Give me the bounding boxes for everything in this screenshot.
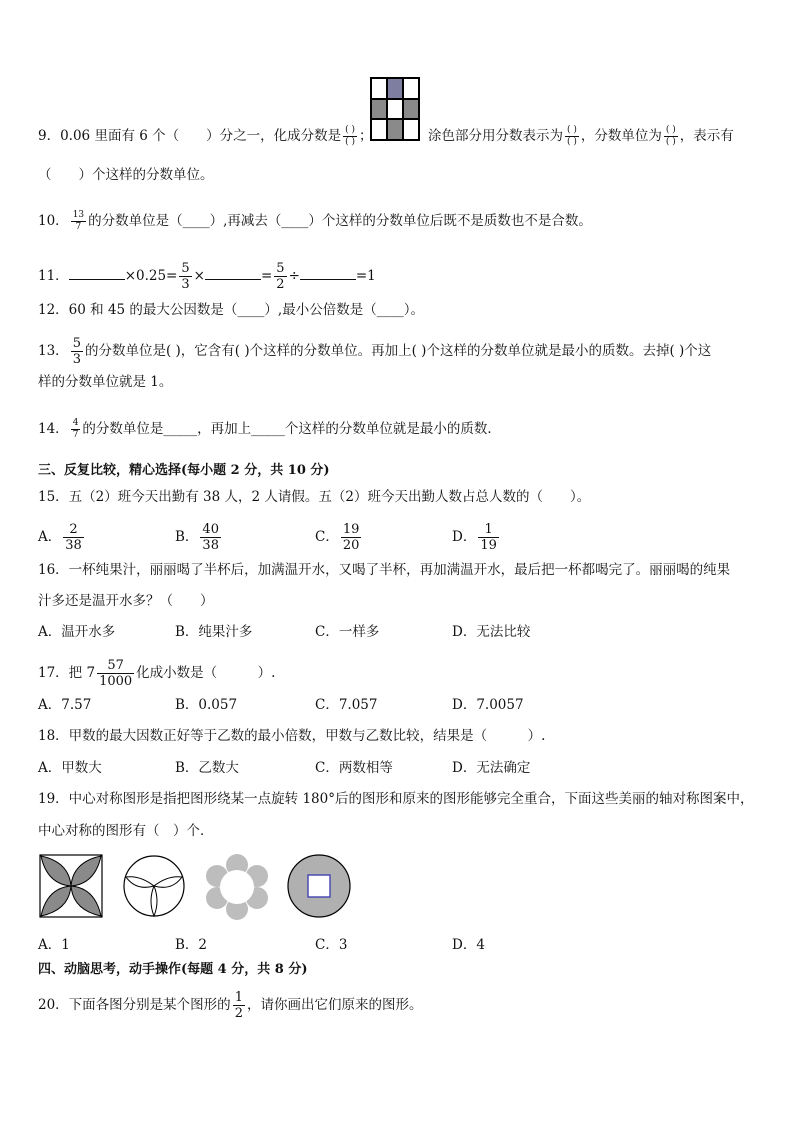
fraction-13-7: $\frac{13}{7}$ — [72, 210, 85, 232]
answer-blank[interactable] — [205, 265, 261, 280]
question-18: 18．甲数的最大因数正好等于乙数的最小倍数，甲数与乙数比较，结果是（ ）. — [38, 728, 546, 744]
fraction-57-1000: $\frac{57}{1000}$ — [99, 658, 133, 689]
option-c[interactable]: C． $\frac{19}{20}$ — [315, 522, 360, 553]
option-a[interactable]: A．甲数大 — [38, 760, 102, 776]
question-17: 17．把 7 $\frac{57}{1000}$ 化成小数是（ ）. — [38, 658, 276, 689]
option-a[interactable]: A．温开水多 — [38, 624, 116, 640]
fraction-5-2: $\frac{5}{2}$ — [276, 261, 285, 292]
option-d[interactable]: D．7.0057 — [452, 697, 524, 713]
option-a[interactable]: A．7.57 — [38, 697, 92, 713]
option-b[interactable]: B．2 — [175, 937, 208, 953]
fraction-5-3: $\frac{5}{3}$ — [181, 261, 190, 292]
coin-figure — [286, 853, 352, 919]
fraction-4-7: $\frac{4}{7}$ — [72, 418, 79, 440]
option-c[interactable]: C．7.057 — [315, 697, 378, 713]
question-13-line2: 样的分数单位就是 1。 — [38, 374, 173, 390]
question-9: 9．0.06 里面有 6 个（ ）分之一，化成分数是 $\frac{( )}{( )}$ ； — [38, 125, 373, 147]
option-b[interactable]: B．纯果汁多 — [175, 624, 253, 640]
question-19-line2: 中心对称的图形有（ ）个． — [38, 823, 214, 839]
section-3-heading: 三、反复比较，精心选择(每小题 2 分，共 10 分) — [38, 463, 330, 478]
question-14: 14． $\frac{4}{7}$ 的分数单位是_____，再加上_____个这样的分数单位就是最小的质数． — [38, 418, 501, 440]
option-a[interactable]: A． $\frac{2}{38}$ — [38, 522, 82, 553]
section-4-heading: 四、动脑思考，动手操作(每题 4 分，共 8 分) — [38, 962, 308, 977]
option-d[interactable]: D． $\frac{1}{19}$ — [452, 522, 497, 553]
option-d[interactable]: D．4 — [452, 937, 485, 953]
flower-figure — [204, 853, 270, 921]
question-9-continued: 涂色部分用分数表示为 $\frac{( )}{( )}$ ，分数单位为 $\frac{( )}{( )}$ ，表示有 — [428, 125, 734, 147]
option-b[interactable]: B．乙数大 — [175, 760, 239, 776]
option-c[interactable]: C．两数相等 — [315, 760, 393, 776]
fraction-5-3: $\frac{5}{3}$ — [72, 336, 81, 367]
option-c[interactable]: C．一样多 — [315, 624, 380, 640]
answer-fraction-blank[interactable]: $\frac{( )}{( )}$ — [345, 125, 356, 147]
circle-three-petal-figure — [122, 853, 186, 919]
option-d[interactable]: D．无法确定 — [452, 760, 531, 776]
option-a[interactable]: A．1 — [38, 937, 70, 953]
option-b[interactable]: B． $\frac{40}{38}$ — [175, 522, 219, 553]
shaded-grid-figure — [370, 77, 420, 141]
question-13: 13． $\frac{5}{3}$ 的分数单位是( )，它含有( )个这样的分数单位。再加上( )个这样的分数单位就是最小的质数。去掉( )个这 — [38, 336, 712, 367]
option-b[interactable]: B．0.057 — [175, 697, 238, 713]
question-12: 12．60 和 45 的最大公因数是（____）,最小公倍数是（____）。 — [38, 302, 424, 318]
answer-blank[interactable] — [300, 265, 356, 280]
question-16: 16．一杯纯果汁，丽丽喝了半杯后，加满温开水，又喝了半杯，再加满温开水，最后把一杯都喝完了。丽丽喝的纯果 — [38, 562, 731, 578]
square-petal-figure — [39, 854, 103, 918]
fraction-1-2: $\frac{1}{2}$ — [234, 990, 243, 1021]
answer-blank[interactable] — [69, 265, 125, 280]
question-10: 10． $\frac{13}{7}$ 的分数单位是（____）,再减去（____）个这样的分数单位后既不是质数也不是合数。 — [38, 210, 592, 232]
answer-fraction-blank[interactable]: $\frac{( )}{( )}$ — [665, 125, 676, 147]
question-16-line2: 汁多还是温开水多？（ ） — [38, 593, 214, 609]
option-c[interactable]: C．3 — [315, 937, 348, 953]
question-9-line2: （ ）个这样的分数单位。 — [38, 167, 214, 183]
question-19: 19．中心对称图形是指把图形绕某一点旋转 180°后的图形和原来的图形能够完全重合，下面这些美丽的轴对称图案中， — [38, 791, 754, 807]
option-d[interactable]: D．无法比较 — [452, 624, 531, 640]
question-20: 20．下面各图分别是某个图形的 $\frac{1}{2}$ ，请你画出它们原来的图形。 — [38, 990, 423, 1021]
answer-fraction-blank[interactable]: $\frac{( )}{( )}$ — [567, 125, 577, 147]
question-11: 11． ×0.25= $\frac{5}{3}$ × = $\frac{5}{2}$ ÷ =1 — [38, 261, 376, 292]
question-15: 15．五（2）班今天出勤有 38 人，2 人请假。五（2）班今天出勤人数占总人数的（ ）。 — [38, 489, 591, 505]
